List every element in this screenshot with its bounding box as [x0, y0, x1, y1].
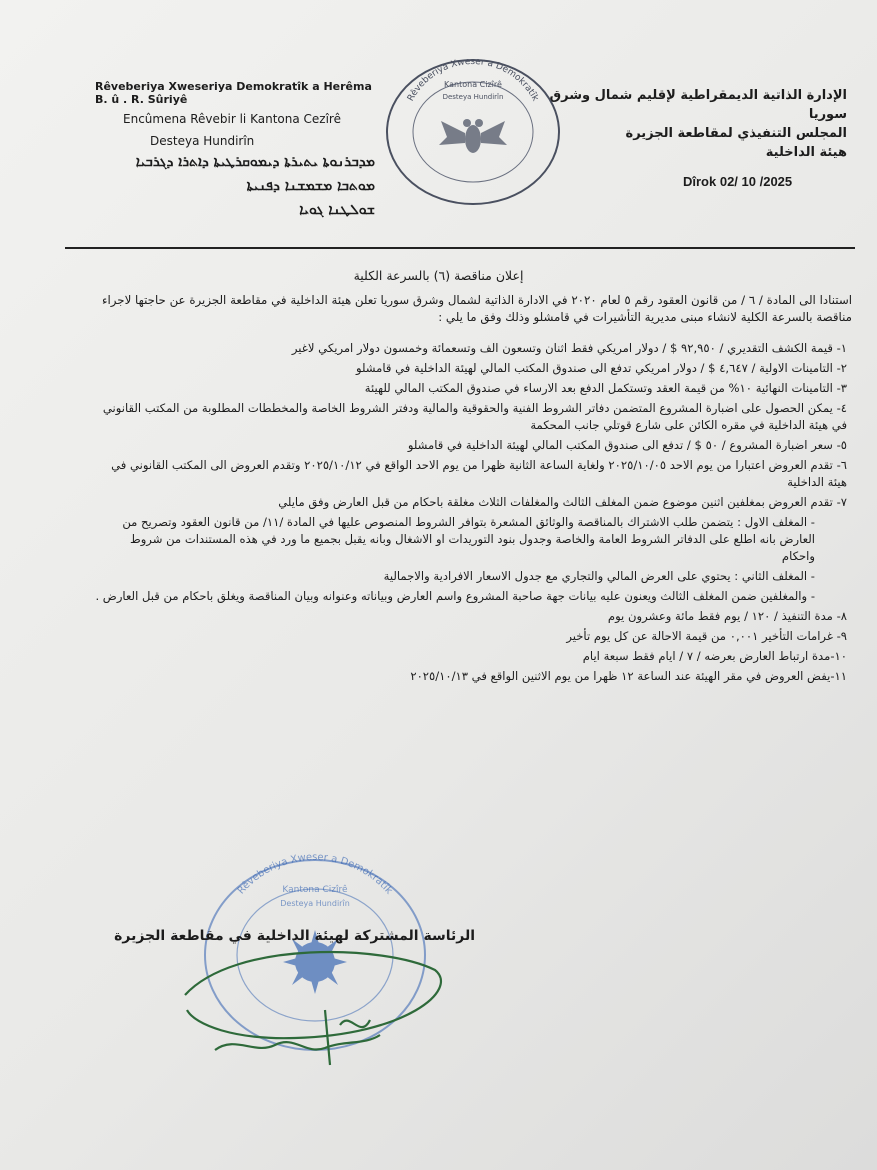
announcement-intro: استنادا الى المادة / ٦ / من قانون العقود رقم ٥ لعام ٢٠٢٠ في الادارة الذاتية لشمال وشرق سوريا تعلن هيئة الداخلية في مقاطعة الجزيرة عن حاجتها لاجراء مناقصة بالسرعة الكلية لانشاء مبنى مديرية التأشيرات في قامشلو وذلك وفق ما يلي : — [101, 293, 852, 324]
header-left-line3: Desteya Hundirîn — [150, 134, 255, 148]
header-right — [547, 86, 847, 162]
header-syriac — [75, 150, 375, 222]
list-item: ٥- سعر اضبارة المشروع / ٥٠ $ / تدفع الى صندوق المكتب المالي لهيئة الداخلية في قامشلو — [407, 438, 847, 452]
syriac-line3: ܫܘܠܛܢܐ ܓܘܝܐ — [299, 202, 375, 218]
header-left-line1: Rêveberiya Xweseriya Demokratîk a Herêma B. û . R. Sûriyê — [95, 80, 372, 106]
eagle-emblem-icon — [439, 119, 507, 153]
syriac-line2: ܡܘܬܒܐ ܡܫܡܫܢܐ ܕܦܢܝܬܐ — [246, 178, 375, 194]
signature-title: الرئاسة المشتركة لهيئة الداخلية في مقاطعة الجزيرة — [114, 928, 475, 944]
announcement-title: إعلان مناقصة (٦) بالسرعة الكلية — [353, 268, 524, 283]
seal-top-sub: Kantona Cizîrê — [444, 80, 502, 89]
list-item: ٨- مدة التنفيذ / ١٢٠ / يوم فقط مائة وعشرون يوم — [607, 609, 847, 623]
header-right-line3: هيئة الداخلية — [765, 145, 847, 160]
list-item: ١٠-مدة ارتباط العارض بعرضه / ٧ / ايام فقط سبعة ايام — [582, 649, 847, 663]
sub-list-item: - والمغلفين ضمن المغلف الثالث ويعنون عليه بيانات جهة صاحبة المشروع واسم العارض وبياناته وعنوانه وبيان المناقصة ويغلق باحكام من قبل العارض . — [95, 589, 815, 603]
envelope-sublist — [95, 514, 847, 605]
list-item: ٧- تقدم العروض بمغلفين اثنين موضوع ضمن المغلف الثالث والمغلفات الثلاث مغلقة باحكام من قبل العارض وفق مايلي — [278, 495, 847, 509]
sub-list-item: - المغلف الاول : يتضمن طلب الاشتراك بالمناقصة والوثائق المشعرة بتوافر الشروط المنصوص عليها في المادة /١١/ من قانون العقود وتصريح من العارض بانه اطلع على الدفاتر الشروط العامة والخاصة وجدول بنود التوريدات او الاشغال وبانه يقبل بجميع ما ورد في هذه المستندات من شروط واحكام — [122, 515, 815, 563]
syriac-line1: ܡܕܒܪܢܘܬܐ ܝܬܝܪܬܐ ܕܝܡܘܩܪܛܝܬܐ ܕܐܬܪܐ ܕܓܪܒܝܐ — [135, 154, 375, 170]
official-seal-bottom — [175, 850, 455, 1080]
seal-bottom-inner: Desteya Hundirîn — [280, 899, 350, 908]
list-item: ١١-يفض العروض في مقر الهيئة عند الساعة ١٢ ظهرا من يوم الاثنين الواقع في ٢٠٢٥/١٠/١٣ — [410, 669, 847, 683]
seal-top-ring-text: Rêveberiya Xweser a Demokratîk — [405, 57, 541, 104]
header-left-line2: Encûmena Rêvebir li Kantona Cezîrê — [123, 112, 341, 126]
list-item: ١- قيمة الكشف التقديري / ٩٢,٩٥٠ $ / دولار امريكي فقط اثنان وتسعون الف وتسعمائة وخمسون دولار امريكي لاغير — [291, 341, 847, 355]
list-item: ٩- غرامات التأخير ٠,٠٠١ من قيمة الاحالة عن كل يوم تأخير — [566, 629, 847, 643]
official-seal-top — [383, 57, 563, 207]
list-item: ٣- التامينات النهائية ١٠% من قيمة العقد وتستكمل الدفع بعد الارساء في صندوق المكتب المالي للهيئة — [364, 381, 847, 395]
header-divider — [65, 247, 855, 249]
sub-list-item: - المغلف الثاني : يحتوي على العرض المالي والتجاري مع جدول الاسعار الافرادية والاجمالية — [383, 569, 815, 583]
list-item: ٤- يمكن الحصول على اضبارة المشروع المتضمن دفاتر الشروط الفنية والحقوقية والمالية ودفتر الشروط الخاصة والمخططات المطلوبة من المكتب القانوني في هيئة الداخلية في مقره الكائن على شارع قوتلي جانب المحكمة — [102, 401, 847, 432]
document-date: Dîrok 02/ 10 /2025 — [683, 174, 793, 189]
seal-top-inner: Desteya Hundirîn — [442, 93, 504, 101]
list-item: ٢- التامينات الاولية / ٤,٦٤٧ $ / دولار امريكي تدفع الى صندوق المكتب المالي لهيئة الداخلية في قامشلو — [355, 361, 847, 375]
list-item: ٦- تقدم العروض اعتبارا من يوم الاحد ٢٠٢٥/١٠/٠٥ ولغاية الساعة الثانية ظهرا من يوم الاحد الواقع في ٢٠٢٥/١٠/١٢ وتقدم العروض الى المكتب القانوني في هيئة الداخلية — [111, 458, 847, 489]
seal-bottom-sub: Kantona Cizîrê — [282, 885, 348, 895]
header-right-line2: المجلس التنفيذي لمقاطعة الجزيرة — [625, 126, 847, 141]
header-left — [95, 80, 385, 148]
seal-bottom-ring-text: Rêveberiya Xweser a Demokratîk — [235, 851, 395, 897]
conditions-list — [95, 340, 847, 688]
header-right-line1: الإدارة الذاتية الديمقراطية لإقليم شمال وشرق سوريا — [549, 88, 847, 122]
